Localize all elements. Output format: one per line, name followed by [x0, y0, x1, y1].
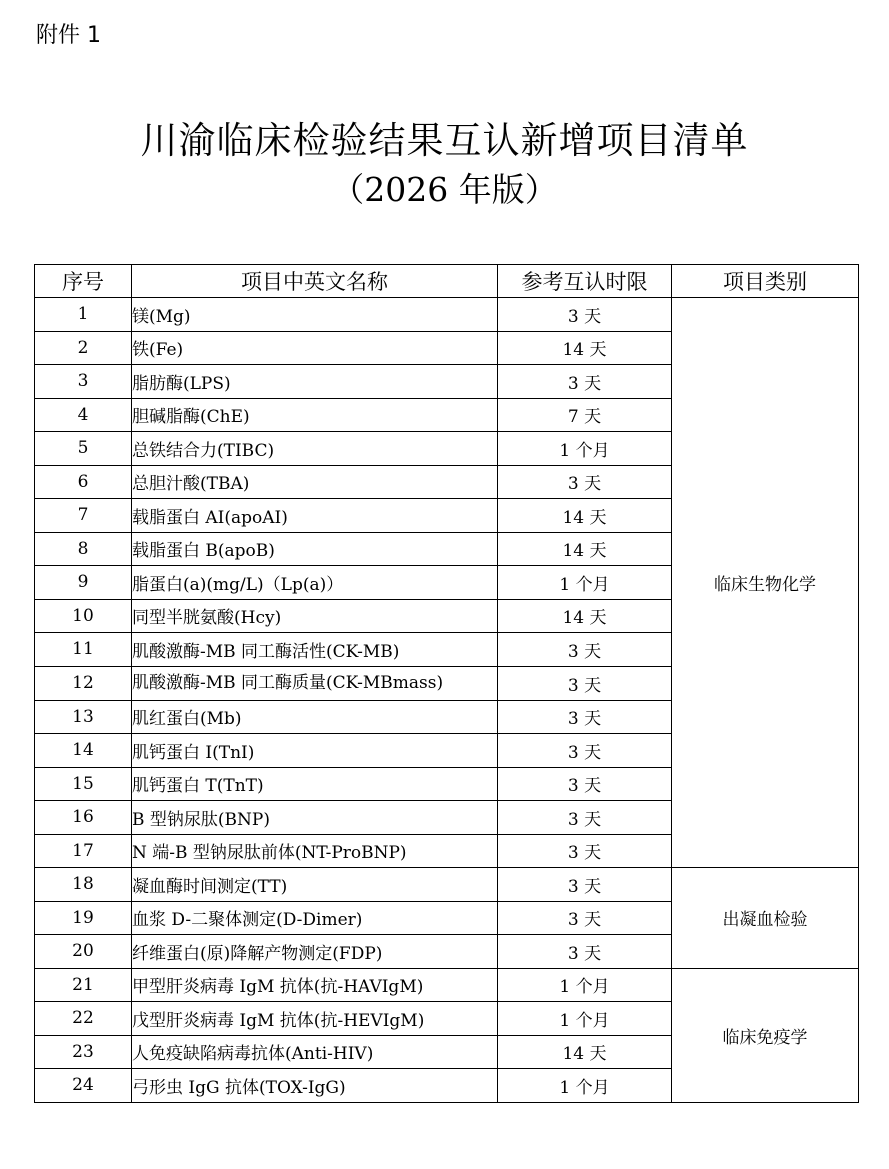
attachment-label: 附件 1 [36, 23, 101, 48]
row-period: 1 个月 [498, 1002, 672, 1036]
row-name: 脂肪酶(LPS) [132, 365, 498, 399]
header-category: 项目类别 [672, 265, 859, 298]
row-seq: 13 [35, 700, 132, 734]
row-period: 3 天 [498, 365, 672, 399]
row-seq: 8 [35, 532, 132, 566]
row-seq: 11 [35, 633, 132, 667]
row-period: 3 天 [498, 935, 672, 969]
row-name: 脂蛋白(a)(mg/L)（Lp(a)） [132, 566, 498, 600]
row-name: 凝血酶时间测定(TT) [132, 868, 498, 902]
row-seq: 3 [35, 365, 132, 399]
row-period: 1 个月 [498, 968, 672, 1002]
row-seq: 2 [35, 331, 132, 365]
category-cell: 出凝血检验 [672, 868, 859, 969]
row-period: 1 个月 [498, 566, 672, 600]
row-period: 14 天 [498, 331, 672, 365]
row-seq: 16 [35, 801, 132, 835]
row-seq: 10 [35, 599, 132, 633]
row-name: 血浆 D-二聚体测定(D-Dimer) [132, 901, 498, 935]
row-period: 3 天 [498, 666, 672, 700]
project-list-table [34, 264, 859, 1103]
row-seq: 9 [35, 566, 132, 600]
row-name: N 端-B 型钠尿肽前体(NT-ProBNP) [132, 834, 498, 868]
row-seq: 14 [35, 734, 132, 768]
row-period: 3 天 [498, 868, 672, 902]
row-period: 14 天 [498, 499, 672, 533]
row-period: 3 天 [498, 901, 672, 935]
table-body [35, 298, 859, 1103]
row-period: 7 天 [498, 398, 672, 432]
row-period: 3 天 [498, 801, 672, 835]
row-period: 1 个月 [498, 1069, 672, 1103]
row-name: 同型半胱氨酸(Hcy) [132, 599, 498, 633]
row-seq: 24 [35, 1069, 132, 1103]
row-seq: 18 [35, 868, 132, 902]
row-name: 戊型肝炎病毒 IgM 抗体(抗-HEVIgM) [132, 1002, 498, 1036]
document-title: 川渝临床检验结果互认新增项目清单 [140, 119, 749, 162]
row-name: 肌酸激酶-MB 同工酶质量(CK-MBmass) [132, 666, 498, 700]
row-seq: 23 [35, 1035, 132, 1069]
row-seq: 15 [35, 767, 132, 801]
row-name: 纤维蛋白(原)降解产物测定(FDP) [132, 935, 498, 969]
row-period: 3 天 [498, 700, 672, 734]
row-period: 3 天 [498, 734, 672, 768]
row-name: B 型钠尿肽(BNP) [132, 801, 498, 835]
row-seq: 12 [35, 666, 132, 700]
row-name: 镁(Mg) [132, 298, 498, 332]
row-period: 1 个月 [498, 432, 672, 466]
row-seq: 20 [35, 935, 132, 969]
row-seq: 22 [35, 1002, 132, 1036]
row-period: 3 天 [498, 834, 672, 868]
row-name: 人免疫缺陷病毒抗体(Anti-HIV) [132, 1035, 498, 1069]
header-period: 参考互认时限 [498, 265, 672, 298]
row-seq: 19 [35, 901, 132, 935]
row-period: 3 天 [498, 465, 672, 499]
row-seq: 5 [35, 432, 132, 466]
row-name: 铁(Fe) [132, 331, 498, 365]
document-subtitle: （2026 年版） [331, 170, 558, 209]
row-period: 14 天 [498, 599, 672, 633]
header-seq: 序号 [35, 265, 132, 298]
row-name: 总铁结合力(TIBC) [132, 432, 498, 466]
header-name: 项目中英文名称 [132, 265, 498, 298]
table-row [35, 868, 859, 902]
row-name: 肌酸激酶-MB 同工酶活性(CK-MB) [132, 633, 498, 667]
table-row [35, 968, 859, 1002]
row-name: 甲型肝炎病毒 IgM 抗体(抗-HAVIgM) [132, 968, 498, 1002]
row-name: 肌钙蛋白 I(TnI) [132, 734, 498, 768]
row-period: 14 天 [498, 1035, 672, 1069]
row-name: 载脂蛋白 B(apoB) [132, 532, 498, 566]
row-seq: 6 [35, 465, 132, 499]
table-header [35, 265, 859, 298]
row-name: 载脂蛋白 AI(apoAI) [132, 499, 498, 533]
category-cell: 临床免疫学 [672, 968, 859, 1102]
row-name: 弓形虫 IgG 抗体(TOX-IgG) [132, 1069, 498, 1103]
category-cell: 临床生物化学 [672, 298, 859, 868]
row-period: 3 天 [498, 767, 672, 801]
row-name: 胆碱脂酶(ChE) [132, 398, 498, 432]
row-name: 肌钙蛋白 T(TnT) [132, 767, 498, 801]
header-row [35, 265, 859, 298]
row-seq: 21 [35, 968, 132, 1002]
row-seq: 1 [35, 298, 132, 332]
row-period: 14 天 [498, 532, 672, 566]
row-seq: 7 [35, 499, 132, 533]
table-row [35, 298, 859, 332]
row-period: 3 天 [498, 298, 672, 332]
row-name: 总胆汁酸(TBA) [132, 465, 498, 499]
row-name: 肌红蛋白(Mb) [132, 700, 498, 734]
row-period: 3 天 [498, 633, 672, 667]
row-seq: 4 [35, 398, 132, 432]
row-seq: 17 [35, 834, 132, 868]
